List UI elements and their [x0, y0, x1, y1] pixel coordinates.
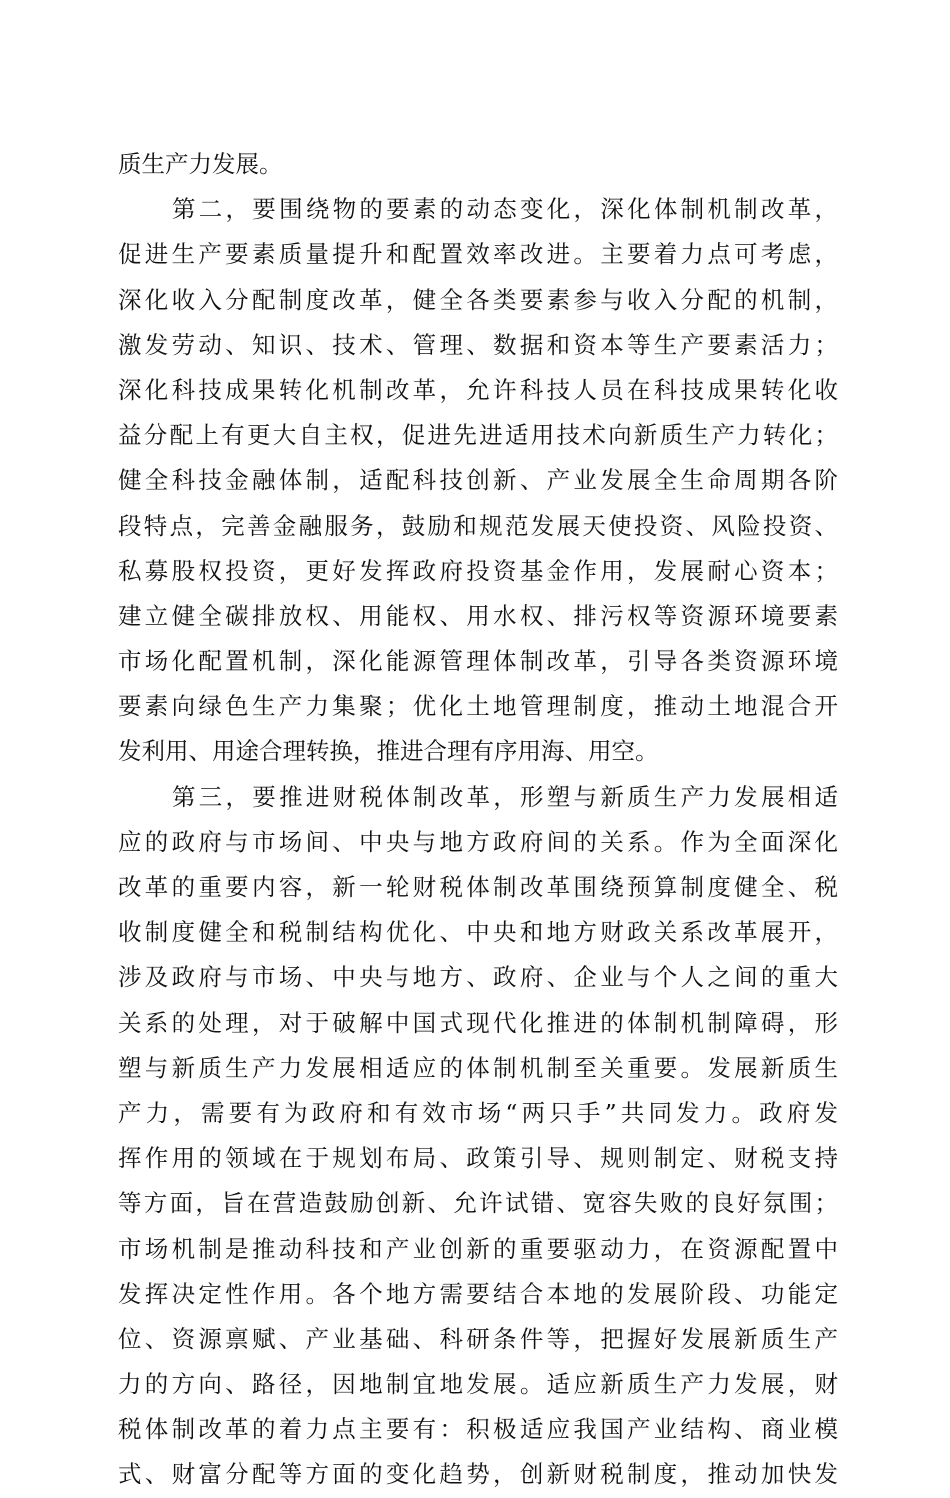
text-line: 发利用、用途合理转换，推进合理有序用海、用空。	[118, 737, 659, 766]
text-line: 益分配上有更大自主权，促进先进适用技术向新质生产力转化；	[118, 421, 838, 450]
text-line: 深化科技成果转化机制改革，允许科技人员在科技成果转化收	[118, 375, 838, 404]
text-line: 市场化配置机制，深化能源管理体制改革，引导各类资源环境	[118, 647, 838, 676]
text-line: 等方面，旨在营造鼓励创新、允许试错、宽容失败的良好氛围；	[118, 1189, 838, 1218]
text-line: 深化收入分配制度改革，健全各类要素参与收入分配的机制，	[118, 285, 838, 314]
text-line: 税体制改革的着力点主要有：积极适应我国产业结构、商业模	[118, 1415, 838, 1444]
text-line: 塑与新质生产力发展相适应的体制机制至关重要。发展新质生	[118, 1053, 838, 1082]
text-line: 位、资源禀赋、产业基础、科研条件等，把握好发展新质生产	[118, 1324, 838, 1353]
text-line: 市场机制是推动科技和产业创新的重要驱动力，在资源配置中	[118, 1234, 838, 1263]
text-line: 质生产力发展。	[118, 150, 283, 178]
text-line: 健全科技金融体制，适配科技创新、产业发展全生命周期各阶	[118, 466, 838, 495]
text-line: 挥作用的领域在于规划布局、政策引导、规则制定、财税支持	[118, 1144, 838, 1173]
text-line: 收制度健全和税制结构优化、中央和地方财政关系改革展开，	[118, 918, 838, 947]
body-text	[118, 142, 838, 1498]
text-line: 改革的重要内容，新一轮财税体制改革围绕预算制度健全、税	[118, 873, 838, 901]
text-line: 段特点，完善金融服务，鼓励和规范发展天使投资、风险投资、	[118, 511, 838, 540]
paragraph-first-line: 第二，要围绕物的要素的动态变化，深化体制机制改革，	[172, 195, 838, 224]
text-line: 私募股权投资，更好发挥政府投资基金作用，发展耐心资本；	[118, 556, 838, 585]
text-line: 关系的处理，对于破解中国式现代化推进的体制机制障碍，形	[118, 1008, 838, 1037]
paragraph-first-line: 第三，要推进财税体制改革，形塑与新质生产力发展相适	[172, 782, 838, 811]
text-line: 应的政府与市场间、中央与地方政府间的关系。作为全面深化	[118, 827, 838, 856]
text-line: 发挥决定性作用。各个地方需要结合本地的发展阶段、功能定	[118, 1279, 838, 1308]
text-line: 激发劳动、知识、技术、管理、数据和资本等生产要素活力；	[118, 330, 838, 359]
text-line: 涉及政府与市场、中央与地方、政府、企业与个人之间的重大	[118, 963, 838, 992]
text-line: 要素向绿色生产力集聚；优化土地管理制度，推动土地混合开	[118, 692, 838, 721]
text-line: 促进生产要素质量提升和配置效率改进。主要着力点可考虑，	[118, 240, 838, 269]
text-line: 产力，需要有为政府和有效市场“两只手”共同发力。政府发	[118, 1098, 838, 1127]
text-line: 建立健全碳排放权、用能权、用水权、排污权等资源环境要素	[118, 601, 838, 630]
text-line: 式、财富分配等方面的变化趋势，创新财税制度，推动加快发	[118, 1460, 838, 1489]
text-line: 力的方向、路径，因地制宜地发展。适应新质生产力发展，财	[118, 1370, 838, 1399]
